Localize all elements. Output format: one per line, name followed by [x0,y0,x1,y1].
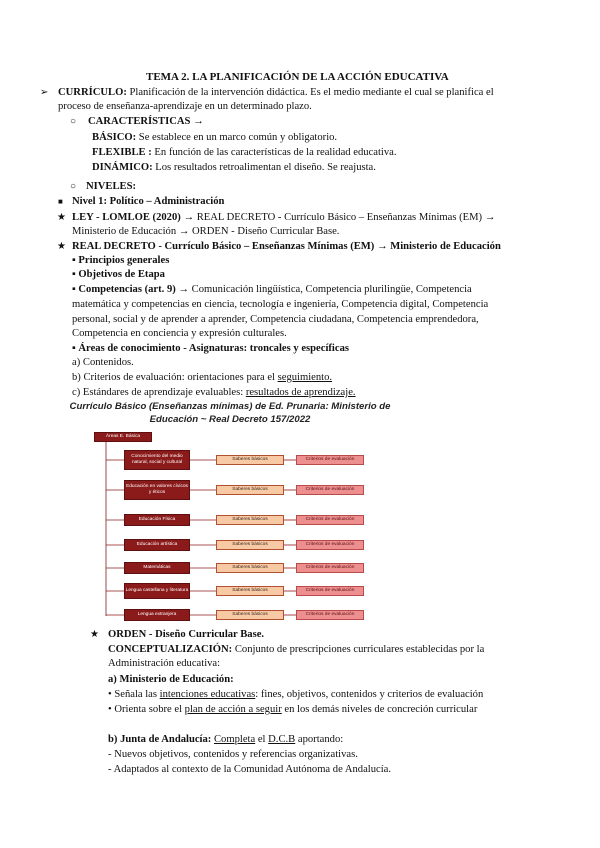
diagram-saberes-box: Saberes básicos [216,610,284,620]
ley-line-2: Ministerio de Educación → ORDEN - Diseño Curricular Base. [72,226,340,237]
diagram-criterios-box: Criterios de evaluación [296,485,364,495]
star-bullet-icon: ★ [57,241,66,252]
star-bullet-icon: ★ [57,212,66,223]
star-bullet-icon: ★ [90,629,99,640]
caracteristica-dinamico: DINÁMICO: Los resultados retroalimentan el diseño. Se reajusta. [92,162,376,173]
diagram-saberes-box: Saberes básicos [216,515,284,525]
diagram-criterios-box: Criterios de evaluación [296,610,364,620]
competencias-line-4: Competencia en conciencia y expresión culturales. [72,328,287,339]
curriculo-line-2: proceso de enseñanza-aprendizaje en un determinado plazo. [58,101,312,112]
ley-line-1: LEY - LOMLOE (2020) → REAL DECRETO - Currículo Básico – Enseñanzas Mínimas (EM) → [72,212,496,223]
diagram-criterios-box: Criterios de evaluación [296,540,364,550]
niveles-heading: NIVELES: [86,181,137,192]
diagram-saberes-box: Saberes básicos [216,540,284,550]
conceptualizacion-line-2: Administración educativa: [108,658,221,669]
diagram-saberes-box: Saberes básicos [216,455,284,465]
diagram-root: Áreas E. Básica [94,432,152,442]
diagram-saberes-box: Saberes básicos [216,563,284,573]
diagram-area-box: Lengua castellana y literatura [124,583,190,599]
caracteristica-basico: BÁSICO: Se establece en un marco común y obligatorio. [92,132,338,143]
ministerio-item-1: • Señala las intenciones educativas: fines, objetivos, contenidos y criterios de evaluación [108,689,484,700]
orden-heading: ORDEN - Diseño Curricular Base. [108,629,265,640]
competencias-line-1: ▪ Competencias (art. 9) → Comunicación lingüística, Competencia plurilingüe, Competencia [72,284,472,295]
ministerio-heading: a) Ministerio de Educación: [108,674,234,685]
junta-heading: b) Junta de Andalucía: Completa el D.C.B aportando: [108,734,344,745]
nivel-1: Nivel 1: Político – Administración [72,196,225,207]
objetivos-etapa: ▪ Objetivos de Etapa [72,269,165,280]
principios-generales: ▪ Principios generales [72,255,170,266]
diagram-criterios-box: Criterios de evaluación [296,563,364,573]
caracteristicas-heading: CARACTERÍSTICAS → [88,116,204,127]
competencias-line-3: personal, social y de aprender a aprender, Competencia ciudadana, Competencia emprendedora, [72,314,479,325]
diagram-area-box: Educación en valores cívicos y éticos [124,480,190,500]
estandares-aprendizaje: c) Estándares de aprendizaje evaluables: resultados de aprendizaje. [72,387,356,398]
diagram-criterios-box: Criterios de evaluación [296,586,364,596]
diagram-area-box: Lengua extranjera [124,609,190,621]
arrow-bullet-icon: ➢ [40,87,49,98]
diagram-title: Currículo Básico (Enseñanzas mínimas) de Ed. Prunaria: Ministerio de Educación ~ Real Decreto 157/2022 [69,401,391,425]
caracteristica-flexible: FLEXIBLE : En función de las características de la realidad educativa. [92,147,397,158]
criterios-evaluacion: b) Criterios de evaluación: orientaciones para el seguimiento. [72,372,333,383]
circle-bullet-icon: ○ [70,181,77,192]
areas-conocimiento: ▪ Áreas de conocimiento - Asignaturas: troncales y específicas [72,343,350,354]
ministerio-item-2: • Orienta sobre el plan de acción a seguir en los demás niveles de concreción curricular [108,704,478,715]
diagram-area-box: Conocimiento del medio natural, social y cultural [124,450,190,470]
junta-item-2: - Adaptados al contexto de la Comunidad Autónoma de Andalucía. [108,764,392,775]
diagram-saberes-box: Saberes básicos [216,586,284,596]
diagram-area-box: Matemáticas [124,562,190,574]
junta-item-1: - Nuevos objetivos, contenidos y referencias organizativas. [108,749,358,760]
diagram-criterios-box: Criterios de evaluación [296,455,364,465]
square-bullet-icon: ■ [58,197,63,206]
competencias-line-2: matemática y competencias en ciencia, tecnología e ingeniería, Competencia digital, Competencia [72,299,489,310]
diagram-criterios-box: Criterios de evaluación [296,515,364,525]
contenidos: a) Contenidos. [72,357,134,368]
real-decreto-heading: REAL DECRETO - Currículo Básico – Enseñanzas Mínimas (EM) → Ministerio de Educación [72,241,501,252]
page-title: TEMA 2. LA PLANIFICACIÓN DE LA ACCIÓN EDUCATIVA [146,71,449,83]
diagram-area-box: Educación Física [124,514,190,526]
diagram-saberes-box: Saberes básicos [216,485,284,495]
diagram-area-box: Educación artística [124,539,190,551]
conceptualizacion-line-1: CONCEPTUALIZACIÓN: Conjunto de prescripciones curriculares establecidas por la [108,644,485,655]
circle-bullet-icon: ○ [70,116,77,127]
curriculo-line-1: CURRÍCULO: Planificación de la intervención didáctica. Es el medio mediante el cual se planifica el [58,87,494,98]
